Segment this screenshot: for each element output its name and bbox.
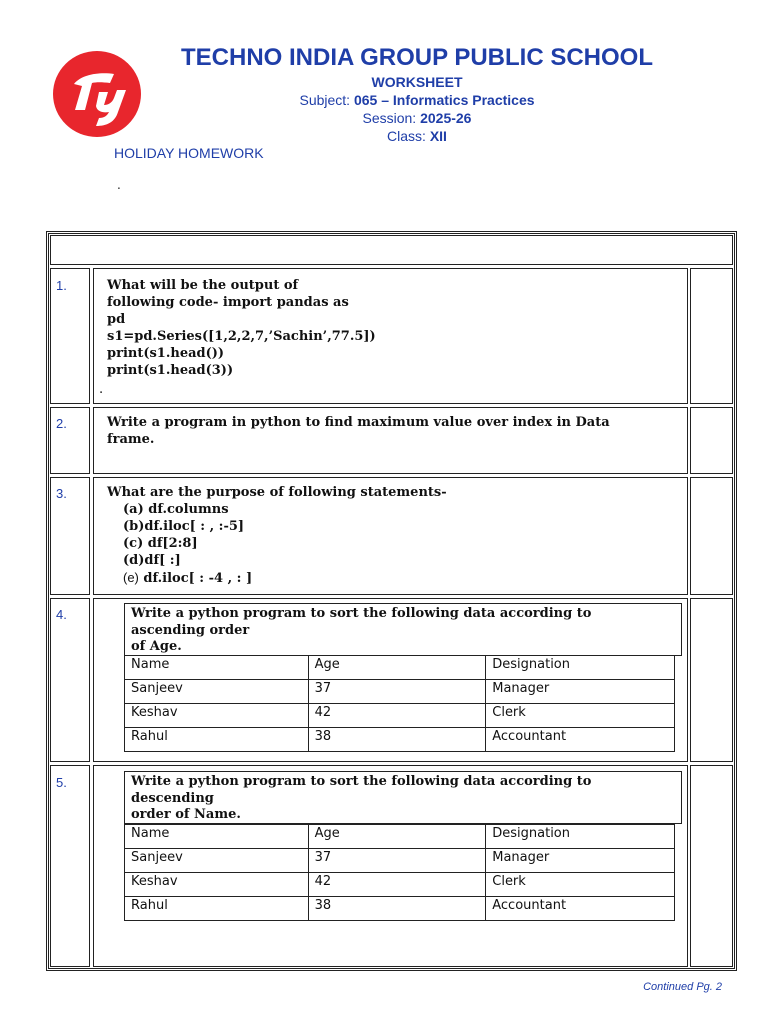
q3-item-c: [107, 535, 447, 552]
table-cell: Manager: [486, 680, 675, 704]
session-label: Session:: [362, 110, 421, 126]
table-row: [125, 704, 675, 728]
item-label: (b): [123, 519, 145, 534]
class-line: [120, 128, 714, 144]
table-header-cell: Age: [308, 656, 486, 680]
q3-item-d: [107, 552, 447, 569]
item-text: df.iloc[ : -4 , : ]: [143, 571, 253, 586]
class-value: XII: [429, 128, 447, 144]
q3-item-b: [107, 518, 447, 535]
q2-line: frame.: [107, 432, 155, 447]
table-header-row: [125, 825, 675, 849]
doc-type: WORKSHEET: [371, 74, 463, 90]
table-cell: 37: [308, 849, 486, 873]
table-row: [125, 849, 675, 873]
table-row: [125, 728, 675, 752]
q4-number-cell: [50, 598, 90, 762]
q3-text: [107, 484, 447, 587]
q4-text: [131, 606, 591, 656]
subject-label: Subject:: [299, 92, 354, 108]
q4-line: Write a python program to sort the following data according to: [131, 606, 592, 621]
table-cell: 38: [308, 897, 486, 921]
table-cell: Keshav: [125, 873, 309, 897]
section-label: HOLIDAY HOMEWORK: [114, 145, 264, 161]
table-header-cell: Designation: [486, 656, 675, 680]
q1-trailing-dot: .: [99, 382, 104, 397]
table-cell: 42: [308, 704, 486, 728]
table-row: [125, 873, 675, 897]
table-cell: 37: [308, 680, 486, 704]
q3-marks-cell: [690, 477, 733, 595]
q2-line: Write a program in python to find maximum value over index in Data: [107, 415, 610, 430]
q1-line: following code- import pandas as: [107, 295, 349, 310]
school-name: TECHNO INDIA GROUP PUBLIC SCHOOL: [180, 44, 654, 71]
table-cell: Accountant: [486, 897, 675, 921]
q1-marks-cell: [690, 268, 733, 404]
table-cell: Manager: [486, 849, 675, 873]
session-line: [120, 110, 714, 126]
q5-number: 5.: [56, 775, 67, 790]
item-text: df[2:8]: [147, 536, 198, 551]
q5-line: order of Name.: [131, 807, 241, 822]
q3-number: 3.: [56, 486, 67, 501]
q1-line: print(s1.head(3)): [107, 363, 234, 378]
item-label: (c): [123, 536, 144, 551]
q2-text: [107, 414, 610, 448]
table-header-cell: Age: [308, 825, 486, 849]
q1-line: print(s1.head()): [107, 346, 225, 361]
item-label: (a): [123, 502, 144, 517]
q5-text: [131, 774, 591, 824]
q4-line: of Age.: [131, 639, 182, 654]
subject-line: [120, 92, 714, 108]
q5-line: Write a python program to sort the following data according to: [131, 774, 592, 789]
table-header-cell: Designation: [486, 825, 675, 849]
q3-item-a: [107, 501, 447, 518]
table-header-row: [125, 656, 675, 680]
q4-number: 4.: [56, 607, 67, 622]
q5-line: descending: [131, 790, 214, 806]
q1-line: pd: [107, 312, 126, 327]
q1-number: 1.: [56, 278, 67, 293]
item-label: (e): [123, 570, 139, 585]
q4-marks-cell: [690, 598, 733, 762]
stray-dot: .: [117, 178, 121, 192]
table-cell: Rahul: [125, 728, 309, 752]
table-cell: Clerk: [486, 704, 675, 728]
q1-line: What will be the output of: [107, 278, 299, 293]
table-cell: Rahul: [125, 897, 309, 921]
q4-data-table: [124, 655, 675, 752]
item-text: df[ :]: [144, 553, 181, 568]
table-cell: Accountant: [486, 728, 675, 752]
q1-line: s1=pd.Series([1,2,2,7,’Sachin’,77.5]): [107, 329, 376, 344]
item-label: (d): [123, 553, 145, 568]
continued-note: Continued Pg. 2: [643, 981, 722, 993]
q3-intro: What are the purpose of following statements-: [107, 485, 447, 500]
table-row: [125, 897, 675, 921]
item-text: df.columns: [148, 502, 229, 517]
q1-text: [107, 277, 376, 379]
table-header-cell: Name: [125, 656, 309, 680]
table-cell: Sanjeev: [125, 680, 309, 704]
table-cell: 42: [308, 873, 486, 897]
table-row: [125, 680, 675, 704]
subject-value: 065 – Informatics Practices: [353, 92, 535, 108]
session-value: 2025-26: [420, 110, 472, 126]
q5-number-cell: [50, 765, 90, 967]
item-text: df.iloc[ : , :-5]: [144, 519, 245, 534]
table-cell: Clerk: [486, 873, 675, 897]
title-row: [50, 235, 733, 265]
q2-marks-cell: [690, 407, 733, 474]
table-cell: Keshav: [125, 704, 309, 728]
q5-data-table: [124, 824, 675, 921]
table-cell: Sanjeev: [125, 849, 309, 873]
q4-line: ascending order: [131, 622, 250, 638]
class-label: Class:: [387, 128, 430, 144]
q5-marks-cell: [690, 765, 733, 967]
q2-number: 2.: [56, 416, 67, 431]
q3-item-e: [107, 569, 447, 587]
table-cell: 38: [308, 728, 486, 752]
table-header-cell: Name: [125, 825, 309, 849]
